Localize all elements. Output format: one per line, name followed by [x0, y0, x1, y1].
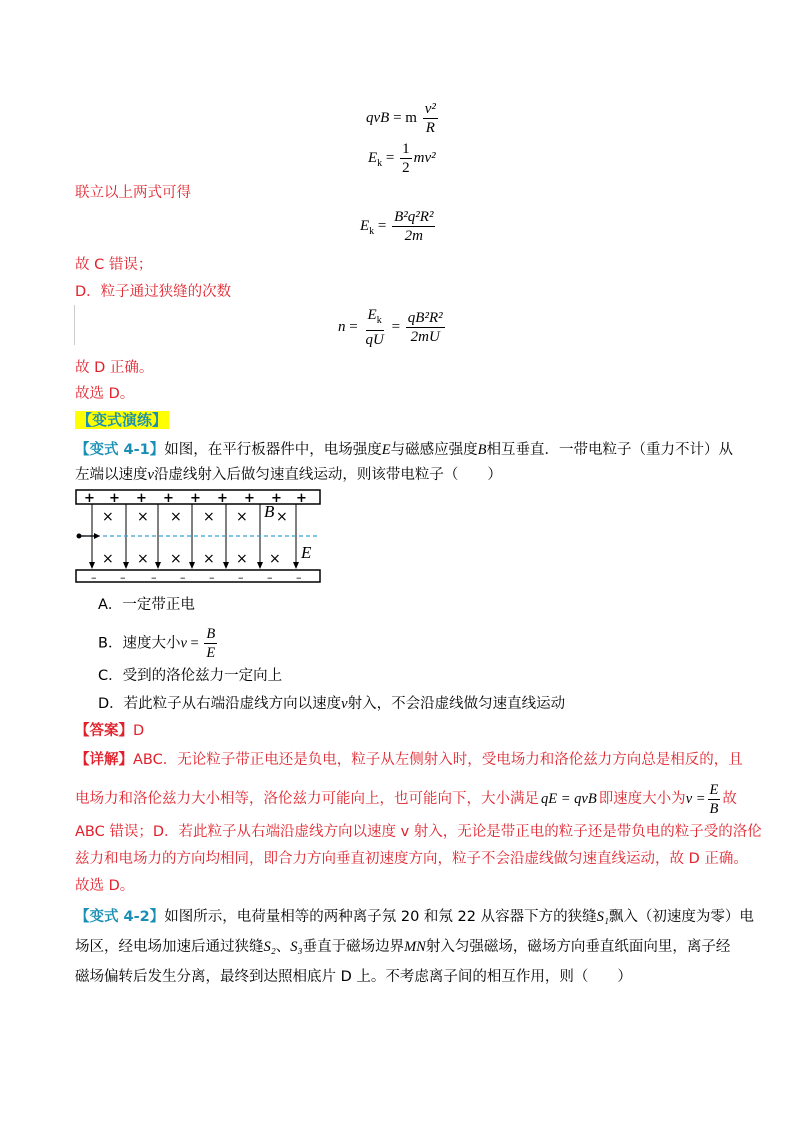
eq4-eq1: = — [345, 318, 362, 335]
explain-text2b: 即速度大小为 — [598, 791, 686, 807]
q42-s1: S₁ — [596, 909, 609, 925]
text-d-correct: 故 D 正确。 — [75, 360, 154, 376]
eq2-fraction — [400, 140, 412, 177]
cross-mark: × — [276, 509, 288, 525]
cross-mark: × — [137, 551, 149, 567]
cross-mark: × — [170, 551, 182, 567]
cross-mark: × — [236, 551, 248, 567]
eq1-eq: = m — [389, 109, 417, 126]
eq4-den1: qU — [365, 332, 384, 348]
minus-sign: – — [267, 571, 273, 584]
eq3-lhs: E — [360, 217, 370, 234]
eq2-rhs: mv² — [413, 149, 436, 166]
option-d[interactable] — [98, 694, 565, 714]
equation-ek-result — [360, 208, 437, 245]
plus-sign: + — [84, 491, 95, 506]
cross-mark: × — [236, 509, 248, 525]
eq2-eq: = — [382, 149, 399, 166]
eq3-eq: = — [374, 217, 391, 234]
eq1-fraction — [423, 100, 438, 137]
explain-num: E — [709, 781, 719, 798]
plus-sign: + — [244, 491, 255, 506]
q42-line1 — [75, 907, 754, 927]
plus-sign: + — [296, 491, 307, 506]
q41-line2 — [75, 465, 502, 485]
eq2-lhs: E — [368, 149, 378, 166]
answer-value: D — [133, 723, 145, 739]
answer-line — [75, 721, 144, 741]
explain-den: B — [709, 800, 719, 817]
option-b[interactable] — [98, 625, 219, 662]
eq1-num: v² — [424, 101, 436, 117]
eq3-num: B²q²R² — [394, 209, 434, 225]
explain-text1: ABC．无论粒子带正电还是负电，粒子从左侧射入时，受电场力和洛伦兹力方向总是相反的，且 — [133, 752, 743, 768]
cross-mark: × — [269, 551, 281, 567]
eq4-num2: qB²R² — [407, 310, 443, 326]
explain-fraction — [708, 781, 721, 818]
arrowhead — [189, 562, 195, 569]
q42-line2-c: 射入匀强磁场，磁场方向垂直纸面向里，离子经 — [425, 939, 731, 955]
q41-line1 — [75, 440, 733, 460]
bottom-plate — [76, 570, 320, 582]
option-d-suffix: 射入，不会沿虚线做匀速直线运动 — [347, 696, 566, 712]
q42-line2 — [75, 937, 730, 957]
q41-line1-a: 如图，在平行板器件中，电场强度 — [164, 442, 382, 458]
plus-sign: + — [136, 491, 147, 506]
cross-mark: × — [203, 509, 215, 525]
option-b-fraction — [204, 625, 217, 662]
section-title-label: 【变式演练】 — [77, 411, 168, 429]
minus-sign: – — [180, 571, 186, 584]
arrowhead — [223, 562, 229, 569]
eq2-den: 2 — [402, 160, 410, 176]
left-margin-rule — [74, 305, 75, 345]
cross-mark: × — [102, 509, 114, 525]
arrowhead — [257, 562, 263, 569]
explain-eq: qE = qvB — [541, 791, 597, 807]
velocity-arrowhead — [94, 533, 100, 539]
eq4-fraction2 — [406, 309, 445, 346]
q42-line2-b: 垂直于磁场边界 — [302, 939, 405, 955]
equation-kinetic-energy — [368, 140, 436, 177]
eq4-lhs: n — [338, 318, 346, 335]
option-d-prefix: D．若此粒子从右端沿虚线方向以速度 — [98, 696, 342, 712]
cross-mark: × — [137, 509, 149, 525]
text-choose-d: 故选 D。 — [75, 386, 135, 402]
eq3-sub: k — [369, 225, 375, 237]
q41-line1-b: 与磁感应强度 — [390, 442, 478, 458]
cross-mark: × — [203, 551, 215, 567]
q42-tag: 【变式 4-2】 — [75, 909, 165, 925]
eq4-eq2: = — [387, 318, 404, 335]
q42-s2: S₂ — [263, 939, 276, 955]
minus-sign: – — [91, 571, 97, 584]
q41-line2-a: 左端以速度 — [75, 467, 148, 483]
field-arrowheads — [89, 562, 299, 569]
eq2-num: 1 — [402, 141, 410, 157]
b-field-label: B — [264, 502, 275, 521]
option-d-v: v — [341, 696, 348, 712]
explain-tag: 【详解】 — [75, 752, 133, 768]
explain-text2c: 故 — [722, 791, 737, 807]
option-b-prefix: B．速度大小 — [98, 635, 181, 652]
explain-line1 — [75, 750, 743, 770]
option-b-eq: = — [186, 635, 203, 652]
eq1-lhs: qvB — [366, 109, 390, 126]
plus-sign: + — [271, 491, 282, 506]
equation-pass-count — [338, 306, 447, 349]
q42-line2-a: 场区，经电场加速后通过狭缝 — [75, 939, 264, 955]
parallel-plate-figure — [74, 488, 324, 584]
text-combine: 联立以上两式可得 — [75, 185, 191, 201]
option-a[interactable]: A．一定带正电 — [98, 597, 195, 613]
option-b-num: B — [206, 626, 216, 642]
q41-tag: 【变式 4-1】 — [75, 442, 165, 458]
arrowhead — [123, 562, 129, 569]
minus-sign: – — [296, 571, 302, 584]
minus-sign: – — [238, 571, 244, 584]
q42-line3: 磁场偏转后发生分离，最终到达照相底片 D 上。不考虑离子间的相互作用，则（ ） — [75, 969, 632, 985]
arrowhead — [293, 562, 299, 569]
plus-sign: + — [109, 491, 120, 506]
q42-mn: MN — [404, 939, 426, 955]
q42-line1-b: 飘入（初速度为零）电 — [608, 909, 754, 925]
q41-E: E — [381, 442, 391, 458]
plus-sign: + — [163, 491, 174, 506]
e-field-label: E — [301, 543, 312, 562]
plus-sign: + — [217, 491, 228, 506]
equation-lorentz-centripetal — [366, 100, 440, 137]
q41-B: B — [477, 442, 487, 458]
eq2-sub: k — [377, 157, 383, 169]
q41-line1-c: 相互垂直．一带电粒子（重力不计）从 — [486, 442, 733, 458]
explain-line4: 兹力和电场力的方向均相同，即合力方向垂直初速度方向，粒子不会沿虚线做匀速直线运动，故 D 正确。 — [75, 851, 748, 867]
minus-sign: – — [209, 571, 215, 584]
explain-line3: ABC 错误；D．若此粒子从右端沿虚线方向以速度 v 射入，无论是带正电的粒子还是带负电的粒子受的洛伦 — [75, 824, 762, 840]
option-b-den: E — [206, 645, 216, 661]
q41-v: v — [147, 467, 154, 483]
q42-sep: 、 — [275, 939, 291, 955]
eq4-fraction1 — [363, 306, 385, 349]
text-d-count: D．粒子通过狭缝的次数 — [75, 284, 232, 300]
eq3-fraction — [392, 208, 435, 245]
explain-line5: 故选 D。 — [75, 878, 135, 894]
eq4-num1: E — [367, 307, 377, 323]
explain-v: v = — [685, 791, 706, 807]
eq1-den: R — [425, 120, 435, 136]
q41-line2-b: 沿虚线射入后做匀速直线运动，则该带电粒子（ ） — [153, 467, 502, 483]
arrowhead — [89, 562, 95, 569]
minus-sign: – — [120, 571, 126, 584]
text-c-wrong: 故 C 错误； — [75, 257, 153, 273]
q42-line1-a: 如图所示，电荷量相等的两种离子氖 20 和氖 22 从容器下方的狭缝 — [164, 909, 597, 925]
explain-text2a: 电场力和洛伦兹力大小相等，洛伦兹力可能向上，也可能向下，大小满足 — [75, 791, 539, 807]
eq4-num1sub: k — [376, 315, 382, 326]
arrowhead — [155, 562, 161, 569]
minus-sign: – — [151, 571, 157, 584]
section-title — [75, 409, 169, 430]
cross-mark: × — [170, 509, 182, 525]
cross-mark: × — [102, 551, 114, 567]
answer-tag: 【答案】 — [75, 723, 133, 739]
eq3-den: 2m — [404, 228, 423, 244]
plus-sign: + — [190, 491, 201, 506]
eq4-den2: 2mU — [410, 329, 440, 345]
option-b-v: v — [180, 635, 187, 652]
q42-s3: S₃ — [290, 939, 303, 955]
option-c[interactable]: C．受到的洛伦兹力一定向上 — [98, 668, 283, 684]
explain-line2 — [75, 782, 737, 816]
